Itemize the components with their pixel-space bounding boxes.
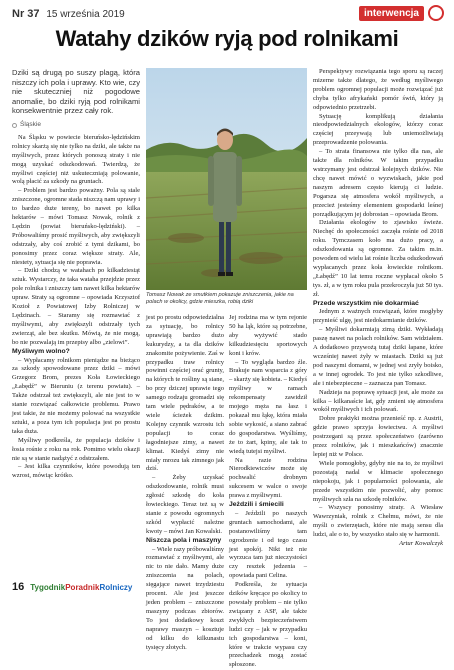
paragraph: Sytuację komplikują działania nieodpowiedzialnych ekologów, którzy coraz częściej przeywają lub uniemożliwiają przeprowadzenie polowania. (313, 112, 443, 147)
paragraph: Perspektywy rozwiązania tego sporu są raczej mizerne także dlatego, że według myśliwego problem ogromnej populacji może rozwiązać już chyba tylko afrykański pomór świń, który ją odpowiednio przetrzebi. (313, 68, 443, 111)
location-pin-icon (12, 123, 17, 128)
paragraph: Jednym z ważnych rozwiązań, które mogłyby przynieść ulgę, jest niedokarmianie dzików. (313, 308, 443, 325)
issue-date: 15 września 2019 (46, 9, 125, 20)
paragraph: Myśliwy podkreśla, że populacja dzików i łosia rośnie z roku na rok. Pomimo wielu okazji nie są w stanie nadążyć z odstrzałem. (12, 436, 140, 462)
article-headline: Watahy dzików ryją pod rolnikami (55, 26, 399, 51)
paragraph: Nadzieja na poprawę sytuacji jest, ale może za kilka – kilkanaście lat, gdy zmieni się atmosfera wokół myśliwych i ich polowań. (313, 388, 443, 414)
paragraph: – Wszyscy ponosimy straty. A Wiesław Wawrzyniak, rolnik z Chełmu, mówi, że nie myśli o zwierzętach, które nie mają sensu dla ludzi, ale o to, by wszystko stało się w harmonii. (313, 504, 443, 539)
paragraph: – Jeździli po naszych gruntach samochodami, ale postanowiliśmy tam ogrodzenie i od tego czasu jest spokój. Nikt też nie wyrzuca tam już nieczystości czy resztek jedzenia – opowiada pani Celina. (229, 509, 307, 580)
column-2 (146, 314, 224, 652)
paragraph: Podkreśla, że sytuacja dzików kręcące po okolicy to powstały problem – nie tylko związany z ASF, ale także zwykłych bezpieczeństwem ludzi czy – jak w przypadku ich gospodarstwa – koni, które w trakcie wypasu czy przechadzek mogą zostać spłoszone. (229, 581, 307, 669)
paragraph: Dobre praktyki można przenieść np. z Austrii, gdzie prawo sprzyja łowiectwu. A myśliwi postrzegani są przez społeczeństwo (zarówno przez rolników, jak i mieszkańców) znacznie lepiej niż w Polsce. (313, 415, 443, 458)
column-4 (313, 68, 443, 549)
subheading: Niszcza pola i maszyny (146, 536, 222, 544)
article-lead: Dziki są drugą po suszy plagą, która niszczy ich pola i uprawy. Kto wie, czy nie skuteczniej niż pogodowe anomalie, bo dziki ryją pod rolnikami konsekwentnie przez cały rok. (12, 68, 140, 116)
issue-number: Nr 37 (12, 8, 40, 20)
paragraph: – Dziki chodzą w watahach po kilkadziesiąt sztuk. Wystarczy, że taka wataha przejdzie przez pole rolnika i zniszczy tam nawet kilka hektarów upraw. Straty są ogromne – opowiada Krzysztof Kozioł z Powiatowej Izby Rolniczej w Lędzinach. – Staramy się rozmawiać z myśliwymi, aby zwiększyli odstrzały tych zwierząt, ale bez skutku. Mówią, że nie mogą, bo nie pozwalają im przepisy albo „zielowi”. (12, 267, 140, 346)
location-text: Śląskie (20, 120, 41, 128)
issue-info (12, 8, 125, 20)
megaphone-icon (428, 5, 444, 21)
paragraph: Na razie rodzina Nierodkiewiczów może się pochwalić drobnym sukcesem w walce o swoje prawa z myśliwymi. (229, 456, 307, 500)
article-photo (146, 68, 307, 290)
section-label: interwencja (359, 6, 424, 21)
paragraph: – To wygląda bardzo źle. Brakuje nam wsparcia z góry – skarży się kobieta. – Kiedyś myśliwy w ramach rekompensaty zawidził mojego męża na łasz i pokazał mu łąkę, która miała sobie wykosić, a siano zabrać do gospodarstwa. Wyśliśmy, że to żart, kpiny, ale tak to wiedą tutejsi myśliwi. (229, 358, 307, 455)
paragraph: – Wiele razy próbowaliśmy rozmawiać z myśliwymi, ale nic to nie dało. Mamy duże zniszczenia na polach, sięgające nawet trzydziestu procent. Ale jest jeszcze jeden problem – zniszczone maszyny podczas zbiorów. To jest dodatkowy koszt naprawy maszyn – kosztuje od kilku do kilkunastu tysięcy złotych. (146, 545, 224, 651)
paragraph: jest po prostu odpowiedzialna za sytuację, bo rolnicy uprawiają bardzo dużo kukurydzy, a ta dla dzików znakomite pożywienie. Zaś w przypadku traw rolnicy powinni częściej orać grunty, na których te rośliny są siane, bo przy dziczej uprawie tego samego rodzaju gromadzi się tam wiele pędraków, a te wiele ścieżek dzikim. Kolejny czynnik wzrostu ich populacji to coraz łagodniejsze zimy, a nawet klimat. Kiedyś zimy nie miały mrozu tak zimnego jak dziś. (146, 314, 224, 473)
subheading: Jeżdzili i śmiecili (229, 501, 284, 509)
paragraph: Jej rodzina ma w tym rejonie 50 ha ląk, które są potrzebne, aby wyżywić stado kilkudziesięciu sportowych koni i krów. (229, 314, 307, 357)
page-header (0, 0, 454, 28)
paragraph: – Jest kilka czynników, które powodują ten wzrost, mówiąc krótko. (12, 463, 140, 480)
paragraph: Działania ekologów to zjawisko świeże. Niechęć do społeczności zaczęła rośnie od 2018 roku. Tymczasem koło ma dużo pracy, a odszkodowania są ogromne. Za takim m.in. powodem od wielu lat rośnie liczba odszkodowań wypłacanych przez koła łowieckie rolnikom. „Łabędź” 10 lat temu roczne wypłacał około 5 tys. zł, a w tym roku pula przekroczyła już 50 tys. zł. (313, 219, 443, 298)
subheading: Przede wszystkim nie dokarmiać (313, 299, 419, 307)
paragraph: – Wypłacamy rolnikom pieniądze na bieżąco za szkody spowodowane przez dziki – mówi Grzegorz Brom, prezes Koła Łowieckiego „Łabędź” w Bieruniu (z terenu powiatu). – Także odstrzał też zwiększyli, ale nie jest to w stanie rozwiązać całkowicie problemu. Prawo jest takie, że nie możemy polować na wszystkie sztuki, a poza tym ich populacja jest po prostu taka duża. (12, 356, 140, 435)
publication-brand: TygodnikPoradnikRolniczy (30, 582, 133, 592)
column-1 (12, 68, 140, 481)
photo-caption: Tomasz Nowak ze smutkiem pokazuje zniszczenia, jakie na polach w okolicy, gdzie mieszka, robią dziki (146, 292, 294, 305)
paragraph: Wiele pomogłoby, gdyby nie na to, że myśliwi pozostają nadal w klimacie społecznego niepokoju, jak i popularności polowania, ale przede wszystkim nie pozwolić, aby pomoc myśliwych szła na szkodę rolników. (313, 459, 443, 503)
location-label (12, 121, 140, 130)
column-3 (229, 314, 307, 670)
paragraph: – Żeby uzyskać odszkodowanie, rolnik musi zgłosić szkodę do koła łowieckiego. Teraz też są w stanie z powodu ogromnych szkód wypłacić należne kwoty – mówi Jan Kowalski. (146, 474, 224, 535)
paragraph: – To strata finansowa nie tylko dla nas, ale także dla rolników. W takim przypadku wstrzymany jest odstrzał kolejnych dzików. Nie chcę nawet mówić o wyzwiskach, jakie pod naszym adresem często kierują ci ludzie. Pogarsza się atmosfera wokół myśliwych, a przecież jesteśmy elementem gospodarki leśnej porządkującym jej dobrostan – opowiada Brom. (313, 148, 443, 218)
author-signature: Artur Kowalczyk (399, 540, 443, 548)
paragraph: – Myśliwi dokarmiają zimą dziki. Wykładają paszę nawet na polach rolników. Sam widziałem. A dodatkowo przywożą tutaj dziki łapane, które wcześniej nawet żyły w miastach. Dziki są już pod naszymi domami, w jednej wsi zryły boisko, a w innej ogrodek. To jest nie tylko szkodliwe, ale i niebezpieczne – zaznacza pan Tomasz. (313, 326, 443, 387)
paragraph: – Problem jest bardzo poważny. Pola są stale zniszczone, ogromne stada niszczą nam uprawy i to bardzo duże tereny, bo nawet po kilka hektarów – mówi Tomasz Nowak, rolnik z Lędzin (powiat bieruńsko-lędziński). – Próbowaliśmy prosić myśliwych, aby zwiększyli odstrzały, aby coś zrobić z tymi dzikami, bo ponosimy przez coraz większe straty. Ale, niestety, sytuacja się nie poprawia. (12, 187, 140, 266)
paragraph: Na Śląsku w powiecie bieruńsko-lędzińskim rolnicy skarżą się nie tylko na dziki, ale także na myśliwych, przez których ponoszą straty i nie mogą uzyskać odszkodowań. Twierdzą, że myśliwi częściej niż uskuteczniają polowanie, wolą płacić za szkody na gruntach. (12, 133, 140, 186)
page-footer (12, 581, 132, 593)
section-tag (359, 5, 444, 21)
page-number: 16 (12, 581, 25, 593)
subheading: Myśliwym wolno? (12, 347, 70, 355)
